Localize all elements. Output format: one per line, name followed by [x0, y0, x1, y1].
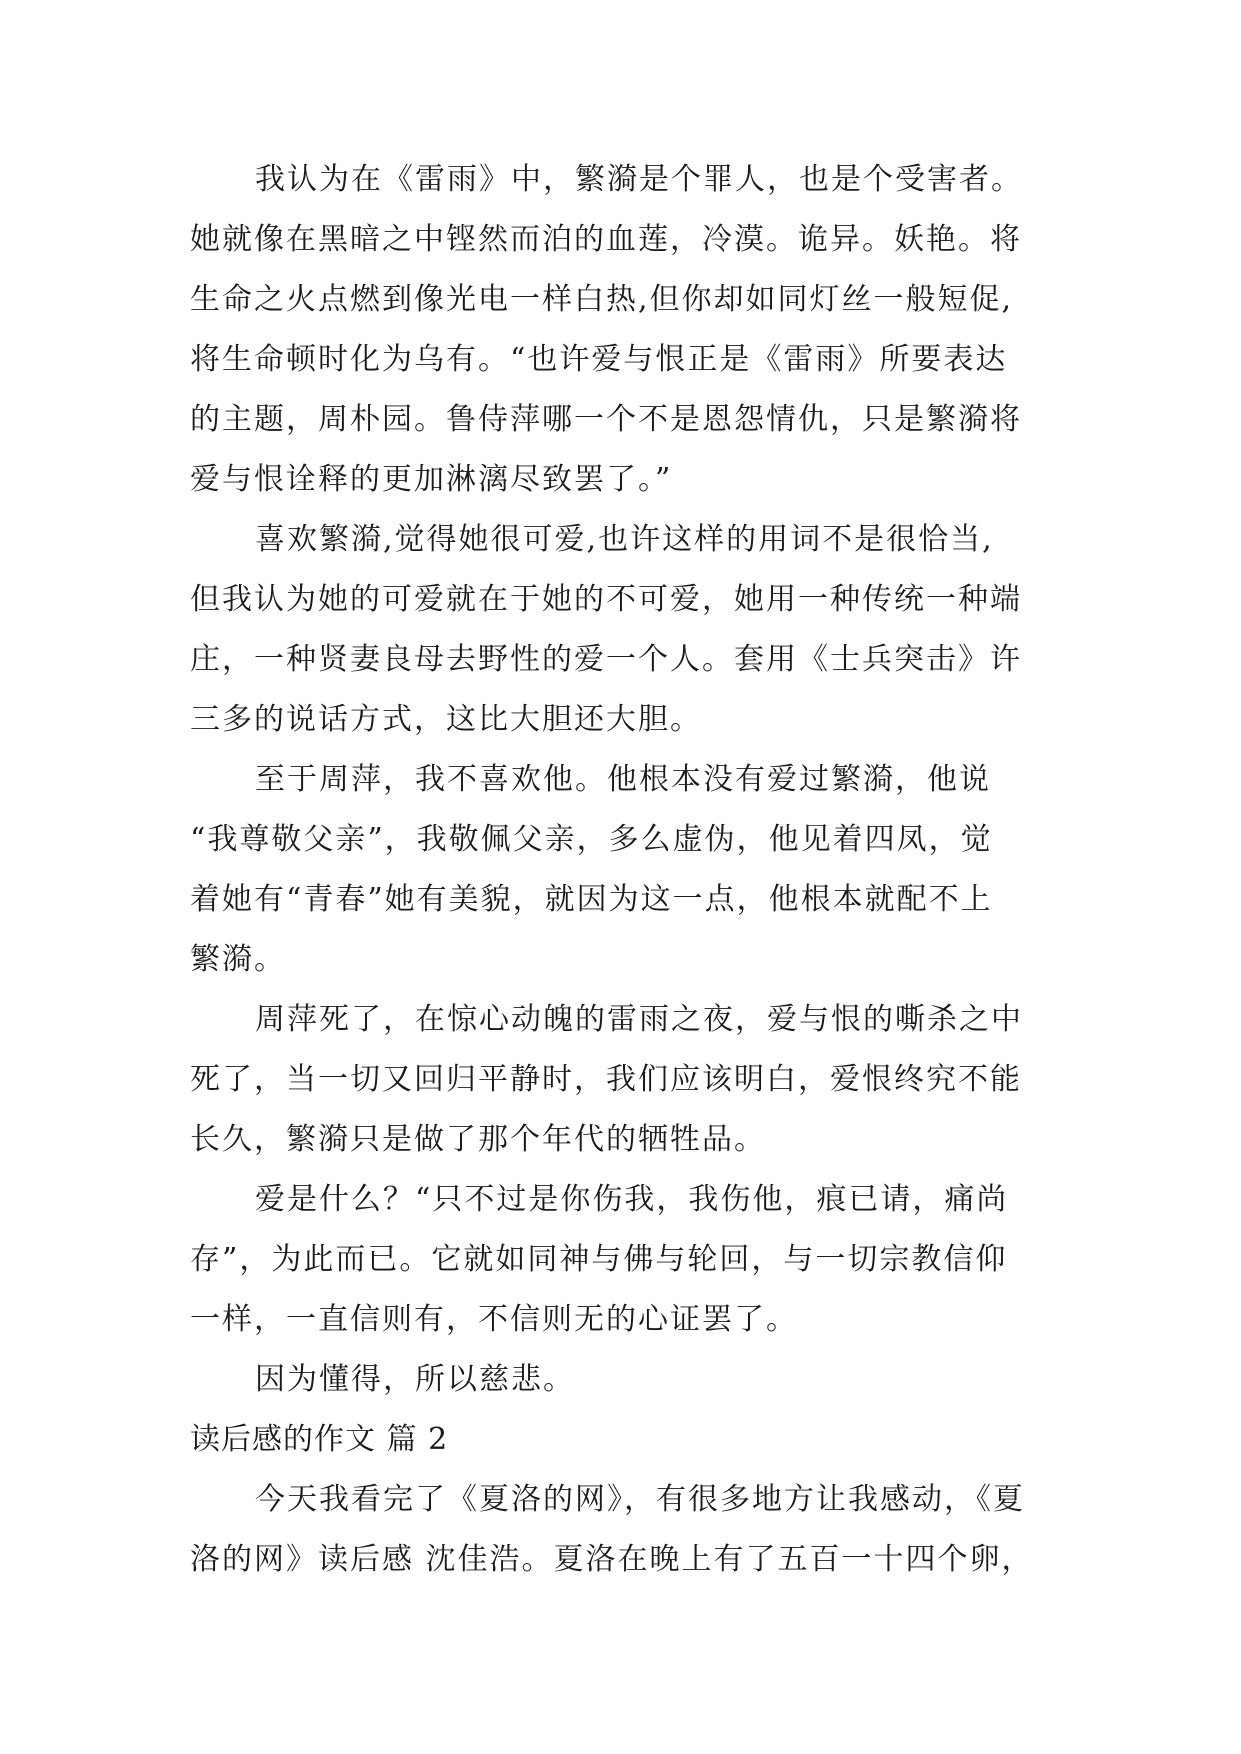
paragraph-zhouping [190, 758, 1080, 998]
text-line: 繁漪。 [190, 942, 286, 977]
text-line: 她就像在黑暗之中铿然而泊的血莲，冷漠。诡异。妖艳。将 [190, 222, 1022, 257]
paragraph-fanyi-lovely [190, 518, 1080, 758]
paragraph-leiyu-intro [190, 158, 1080, 518]
text-line: 洛的网》读后感 沈佳浩。夏洛在晚上有了五百一十四个卵， [190, 1542, 1034, 1577]
paragraph-zhouping-death [190, 998, 1080, 1178]
text-line: 死了，当一切又回归平静时，我们应该明白，爱恨终究不能 [190, 1062, 1022, 1097]
text-line: “我尊敬父亲”，我敬佩父亲，多么虚伪，他见着四凤，觉 [190, 822, 993, 857]
text-line: 存”，为此而已。它就如同神与佛与轮回，与一切宗教信仰 [190, 1242, 1008, 1277]
text-line: 喜欢繁漪,觉得她很可爱,也许这样的用词不是很恰当, [255, 522, 994, 557]
paragraph-conclusion [190, 1358, 1080, 1418]
text-line: 生命之火点燃到像光电一样白热,但你却如同灯丝一般短促, [190, 282, 1014, 317]
text-line: 的主题，周朴园。鲁侍萍哪一个不是恩怨情仇，只是繁漪将 [190, 402, 1022, 437]
paragraph-charlottes-web [190, 1478, 1080, 1598]
text-line: 庄，一种贤妻良母去野性的爱一个人。套用《士兵突击》许 [190, 642, 1022, 677]
text-line: 今天我看完了《夏洛的网》，有很多地方让我感动，《夏 [255, 1482, 1025, 1517]
section-heading: 读后感的作文 篇 2 [190, 1422, 449, 1457]
text-line: 我认为在《雷雨》中，繁漪是个罪人，也是个受害者。 [255, 162, 1023, 197]
text-line: 至于周萍，我不喜欢他。他根本没有爱过繁漪，他说 [255, 762, 991, 797]
paragraph-what-is-love [190, 1178, 1080, 1358]
text-line: 因为懂得，所以慈悲。 [255, 1362, 575, 1397]
text-line: 爱与恨诠释的更加淋漓尽致罢了。” [190, 462, 673, 497]
text-line: 但我认为她的可爱就在于她的不可爱，她用一种传统一种端 [190, 582, 1022, 617]
text-line: 三多的说话方式，这比大胆还大胆。 [190, 702, 702, 737]
text-line: 爱是什么？“只不过是你伤我，我伤他，痕已请，痛尚 [255, 1182, 1009, 1217]
text-line: 周萍死了，在惊心动魄的雷雨之夜，爱与恨的嘶杀之中 [255, 1002, 1023, 1037]
text-line: 长久，繁漪只是做了那个年代的牺牲品。 [190, 1122, 766, 1157]
document-body [190, 158, 1080, 1598]
text-line: 将生命顿时化为乌有。“也许爱与恨正是《雷雨》所要表达 [190, 342, 1008, 377]
text-line: 着她有“青春”她有美貌，就因为这一点，他根本就配不上 [190, 882, 993, 917]
text-line: 一样，一直信则有，不信则无的心证罢了。 [190, 1302, 798, 1337]
